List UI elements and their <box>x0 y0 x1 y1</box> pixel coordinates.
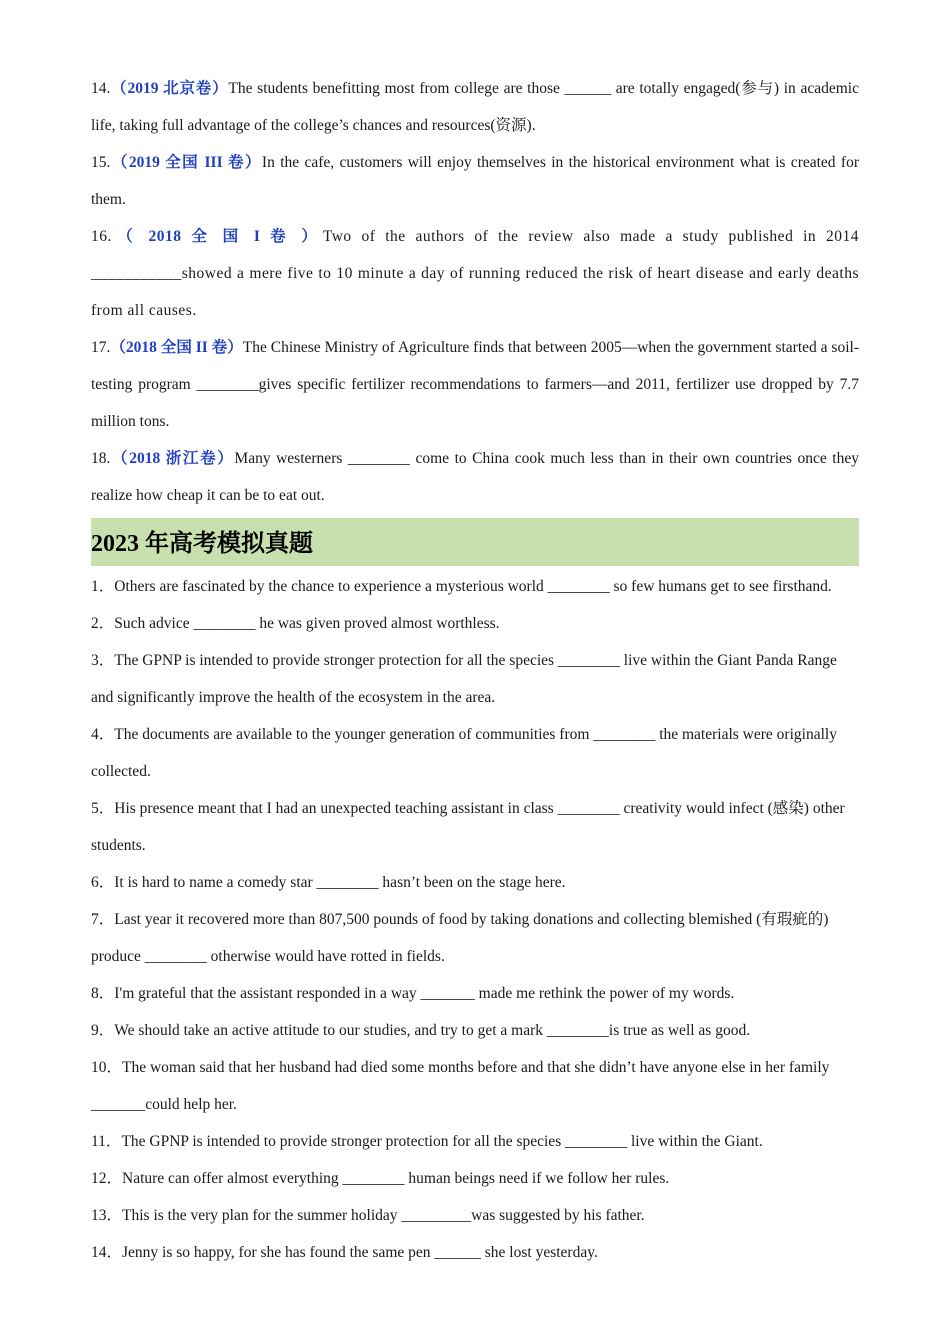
exam-question-17: 17.（2018 全国 II 卷）The Chinese Ministry of Agriculture finds that between 2005—when the government started a soil-testing program ________gives specific fertilizer recommendations to farmers—and 2011, fertilizer use dropped by 7.7 million tons. <box>91 339 859 430</box>
question-number: 4． <box>91 726 115 743</box>
mock-question-6 <box>91 864 859 901</box>
question-source: （ 2018 全 国 I 卷 ） <box>111 228 323 245</box>
question-source: （2019 全国 III 卷） <box>110 154 262 171</box>
question-number: 13． <box>91 1207 123 1224</box>
question-text: Last year it recovered more than 807,500 pounds of food by taking donations and collecting blemished (有瑕疵的) produce ________ otherwise would have rotted in fields. <box>91 911 829 965</box>
mock-question-11 <box>91 1123 859 1160</box>
mock-question-7 <box>91 901 859 975</box>
question-text: The GPNP is intended to provide stronger protection for all the species ________ live within the Giant. <box>121 1133 763 1150</box>
mock-question-10 <box>91 1049 859 1123</box>
mock-question-8 <box>91 975 859 1012</box>
question-number: 2． <box>91 615 115 632</box>
mock-question-12 <box>91 1160 859 1197</box>
question-text: It is hard to name a comedy star ________ hasn’t been on the stage here. <box>114 874 566 891</box>
mock-question-2 <box>91 605 859 642</box>
question-source: （2019 北京卷） <box>110 80 229 97</box>
question-number: 10． <box>91 1059 123 1076</box>
question-text: Others are fascinated by the chance to experience a mysterious world ________ so few humans get to see firsthand. <box>114 578 832 595</box>
question-text: I'm grateful that the assistant responded in a way _______ made me rethink the power of my words. <box>114 985 735 1002</box>
mock-question-4 <box>91 716 859 790</box>
question-number: 8． <box>91 985 115 1002</box>
section-title: 2023 年高考模拟真题 <box>91 518 859 566</box>
question-number: 9． <box>91 1022 115 1039</box>
mock-question-1 <box>91 568 859 605</box>
exam-question-16: 16.（ 2018 全 国 I 卷 ）Two of the authors of the review also made a study published in 2014 ___________showed a mere five to 10 minute a day of running reduced the risk of heart disease and early deaths from all causes. <box>91 228 859 319</box>
mock-question-5 <box>91 790 859 864</box>
question-number: 6． <box>91 874 115 891</box>
mock-question-14 <box>91 1234 859 1271</box>
mock-question-3 <box>91 642 859 716</box>
question-text: We should take an active attitude to our studies, and try to get a mark ________is true as well as good. <box>114 1022 751 1039</box>
question-source: （2018 全国 II 卷） <box>110 339 243 356</box>
question-number: 5． <box>91 800 115 817</box>
exam-question-18: 18.（2018 浙江卷）Many westerners ________ come to China cook much less than in their own countries once they realize how cheap it can be to eat out. <box>91 450 859 504</box>
question-number: 14． <box>91 1244 123 1261</box>
mock-question-list <box>91 568 859 1271</box>
exam-question-14: 14.（2019 北京卷）The students benefitting most from college are those ______ are totally engaged(参与) in academic life, taking full advantage of the college’s chances and resources(资源). <box>91 80 859 134</box>
document-content <box>91 70 859 1271</box>
question-text: The GPNP is intended to provide stronger protection for all the species ________ live within the Giant Panda Range and significantly improve the health of the ecosystem in the area. <box>91 652 837 706</box>
question-number: 3． <box>91 652 115 669</box>
exam-question-15: 15.（2019 全国 III 卷）In the cafe, customers will enjoy themselves in the historical environment what is created for them. <box>91 154 859 208</box>
question-source: （2018 浙江卷） <box>110 450 235 467</box>
question-text: Nature can offer almost everything ________ human beings need if we follow her rules. <box>122 1170 670 1187</box>
question-text: The woman said that her husband had died some months before and that she didn’t have anyone else in her family _______could help her. <box>91 1059 830 1113</box>
question-number: 7． <box>91 911 115 928</box>
question-number: 12． <box>91 1170 123 1187</box>
question-text: Jenny is so happy, for she has found the same pen ______ she lost yesterday. <box>122 1244 598 1261</box>
mock-question-13 <box>91 1197 859 1234</box>
question-text: His presence meant that I had an unexpected teaching assistant in class ________ creativity would infect (感染) other students. <box>91 800 845 854</box>
question-number: 1． <box>91 578 115 595</box>
mock-question-9 <box>91 1012 859 1049</box>
question-text: Such advice ________ he was given proved almost worthless. <box>114 615 500 632</box>
question-text: The documents are available to the younger generation of communities from ________ the materials were originally collected. <box>91 726 837 780</box>
question-number: 11． <box>91 1133 122 1150</box>
question-text: This is the very plan for the summer holiday _________was suggested by his father. <box>122 1207 645 1224</box>
